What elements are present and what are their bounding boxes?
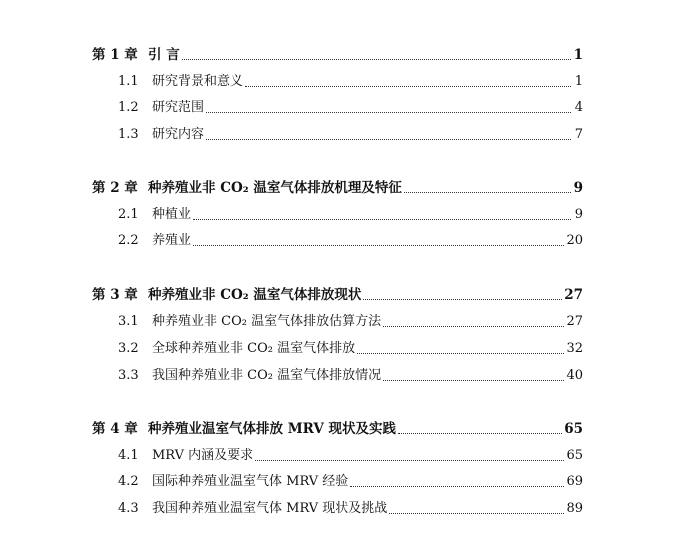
dot-leader — [193, 218, 571, 220]
chapter-number: 第 1 章 — [92, 47, 138, 63]
chapter-title: 种养殖业温室气体排放 MRV 现状及实践 — [148, 421, 397, 437]
section-number: 3.2 — [118, 341, 139, 356]
page-number: 89 — [566, 501, 583, 516]
page-number: 7 — [574, 127, 583, 142]
section-title: 研究范围 — [152, 100, 205, 115]
toc-section-1-1[interactable] — [118, 72, 583, 92]
page-number: 9 — [574, 207, 583, 222]
dot-leader — [357, 352, 564, 354]
section-number: 4.2 — [118, 474, 139, 489]
section-number: 3.1 — [118, 314, 139, 329]
toc-chapter-4[interactable] — [92, 419, 583, 439]
toc-section-1-2[interactable] — [118, 98, 583, 118]
toc-chapter-2[interactable] — [92, 178, 583, 198]
section-number: 3.3 — [118, 368, 139, 383]
dot-leader — [389, 512, 564, 514]
dot-leader — [383, 325, 564, 327]
dot-leader — [182, 58, 571, 60]
chapter-number: 第 4 章 — [92, 421, 138, 437]
chapter-title: 种养殖业非 CO₂ 温室气体排放机理及特征 — [148, 180, 402, 196]
page-number: 1 — [574, 74, 583, 89]
section-number: 4.3 — [118, 501, 139, 516]
page-number: 9 — [573, 180, 583, 196]
section-title: 种植业 — [152, 207, 192, 222]
dot-leader — [398, 432, 562, 434]
chapter-number: 第 2 章 — [92, 180, 138, 196]
page-number: 69 — [566, 474, 583, 489]
dot-leader — [255, 459, 564, 461]
dot-leader — [383, 379, 564, 381]
section-title: 国际种养殖业温室气体 MRV 经验 — [152, 474, 349, 489]
page-number: 32 — [566, 341, 583, 356]
dot-leader — [350, 485, 564, 487]
toc-chapter-3[interactable] — [92, 285, 583, 305]
dot-leader — [245, 85, 571, 87]
dot-leader — [404, 191, 571, 193]
section-number: 4.1 — [118, 448, 139, 463]
section-title: 我国种养殖业非 CO₂ 温室气体排放情况 — [152, 368, 382, 383]
page-number: 40 — [566, 368, 583, 383]
section-number: 1.3 — [118, 127, 139, 142]
section-title: MRV 内涵及要求 — [152, 448, 254, 463]
page-number: 65 — [564, 421, 583, 437]
section-title: 种养殖业非 CO₂ 温室气体排放估算方法 — [152, 314, 382, 329]
chapter-title: 引 言 — [148, 47, 180, 63]
page-number: 27 — [566, 314, 583, 329]
page-number: 4 — [574, 100, 583, 115]
toc-section-4-1[interactable] — [118, 446, 583, 466]
section-number: 2.1 — [118, 207, 139, 222]
chapter-number: 第 3 章 — [92, 287, 138, 303]
section-title: 研究背景和意义 — [152, 74, 244, 89]
toc-section-3-1[interactable] — [118, 312, 583, 332]
section-title: 我国种养殖业温室气体 MRV 现状及挑战 — [152, 501, 388, 516]
section-number: 1.1 — [118, 74, 139, 89]
toc-section-4-2[interactable] — [118, 472, 583, 492]
section-title: 研究内容 — [152, 127, 205, 142]
page-number: 20 — [566, 233, 583, 248]
toc-section-2-2[interactable] — [118, 231, 583, 251]
page-number: 65 — [566, 448, 583, 463]
section-title: 全球种养殖业非 CO₂ 温室气体排放 — [152, 341, 356, 356]
chapter-title: 种养殖业非 CO₂ 温室气体排放现状 — [148, 287, 362, 303]
toc-chapter-1[interactable] — [92, 45, 583, 65]
dot-leader — [206, 138, 571, 140]
section-number: 2.2 — [118, 233, 139, 248]
toc-section-4-3[interactable] — [118, 499, 583, 519]
dot-leader — [363, 298, 562, 300]
page-number: 1 — [573, 47, 583, 63]
toc-section-2-1[interactable] — [118, 205, 583, 225]
toc-section-1-3[interactable] — [118, 125, 583, 145]
toc-section-3-3[interactable] — [118, 366, 583, 386]
page-number: 27 — [564, 287, 583, 303]
dot-leader — [193, 244, 564, 246]
section-title: 养殖业 — [152, 233, 192, 248]
toc-section-3-2[interactable] — [118, 339, 583, 359]
dot-leader — [206, 111, 571, 113]
section-number: 1.2 — [118, 100, 139, 115]
